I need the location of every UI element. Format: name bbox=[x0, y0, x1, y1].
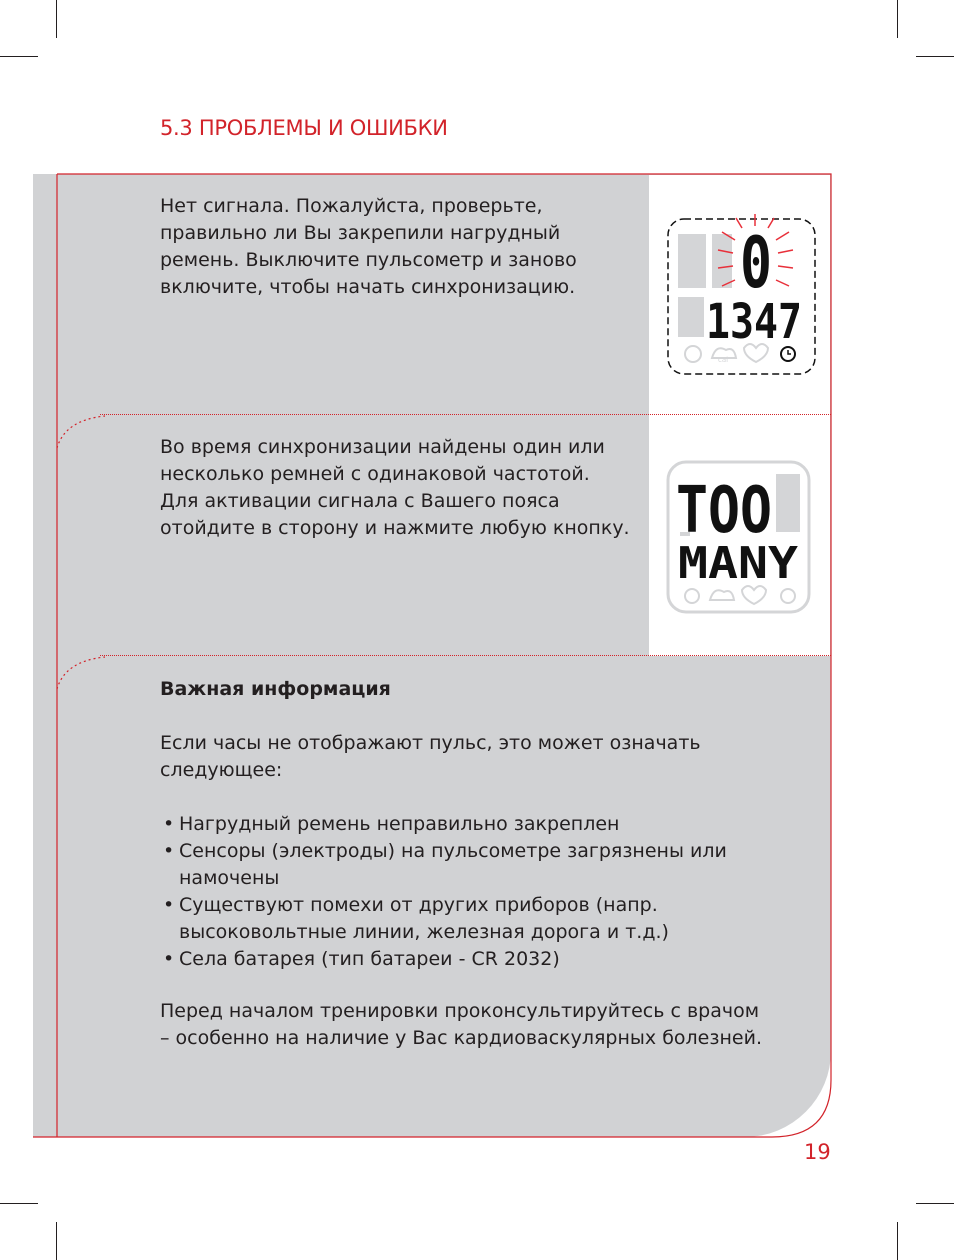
pulse-digit: 0 bbox=[740, 222, 772, 304]
list-item: • Существуют помехи от других приборов (напр. высоковольтные линии, железная дорога и т.д.) bbox=[160, 892, 800, 946]
page-number: 19 bbox=[804, 1140, 831, 1164]
important-footer: Перед началом тренировки проконсультируйтесь с врачом – особенно на наличие у Вас кардиоваскулярных болезней. bbox=[160, 1000, 762, 1049]
no-signal-text: Нет сигнала. Пожалуйста, проверьте, правильно ли Вы закрепили нагрудный ремень. Выключите пульсометр и заново включите, чтобы начать синхронизацию. bbox=[160, 195, 577, 298]
cause-list bbox=[160, 811, 800, 973]
lcd-line-many: MANY bbox=[678, 538, 799, 589]
important-heading: Важная информация bbox=[160, 678, 391, 700]
important-intro: Если часы не отображают пульс, это может означать следующее: bbox=[160, 732, 701, 781]
time-digits: 1347 bbox=[706, 294, 802, 350]
lcd-line-too: TOO bbox=[676, 474, 772, 548]
list-item: • Нагрудный ремень неправильно закреплен bbox=[160, 811, 800, 838]
list-item: • Сенсоры (электроды) на пульсометре загрязнены или намочены bbox=[160, 838, 800, 892]
cal-icon-label: cal bbox=[718, 356, 729, 364]
list-item: • Села батарея (тип батареи - CR 2032) bbox=[160, 946, 800, 973]
sync-text: Во время синхронизации найдены один или несколько ремней с одинаковой частотой. Для активации сигнала с Вашего пояса отойдите в сторону и нажмите любую кнопку. bbox=[160, 436, 630, 539]
section-title: 5.3 ПРОБЛЕМЫ И ОШИБКИ bbox=[160, 116, 448, 140]
